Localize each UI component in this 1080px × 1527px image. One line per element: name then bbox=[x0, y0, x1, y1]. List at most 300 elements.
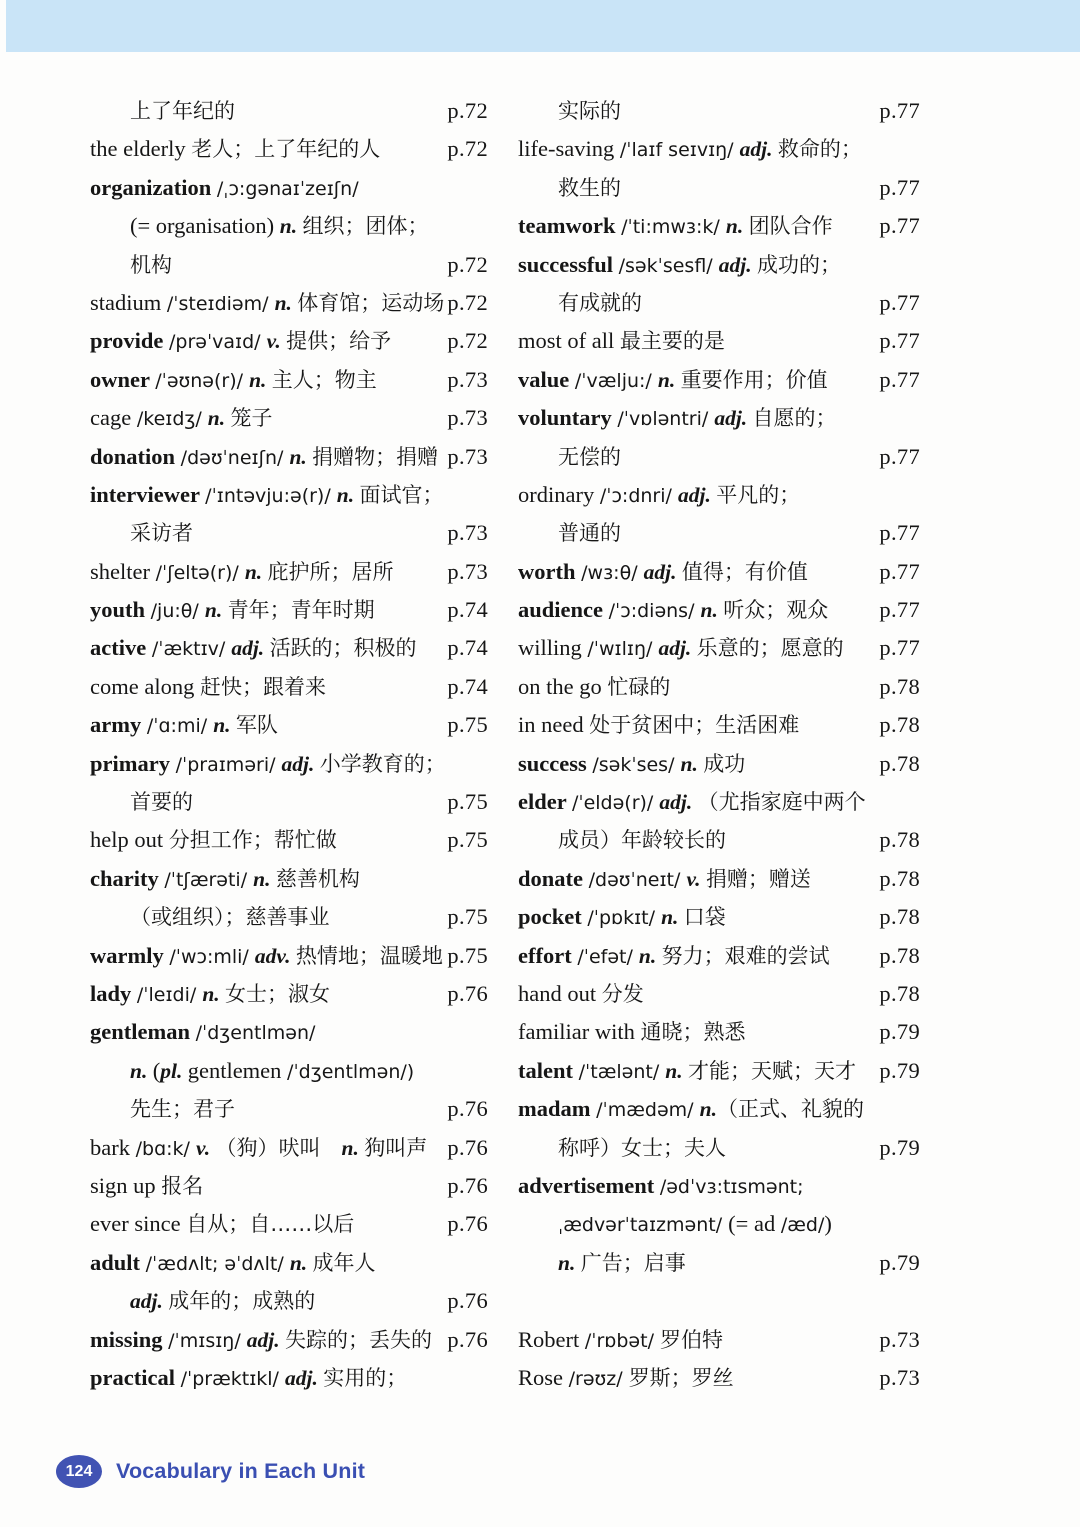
entry-text bbox=[518, 92, 621, 133]
chinese-gloss: 称呼）女士；夫人 bbox=[558, 1135, 726, 1160]
vocab-line bbox=[518, 1359, 920, 1397]
chinese-gloss: 女士；淑女 bbox=[225, 981, 331, 1006]
phonetic: /ˈdʒentlmən/ bbox=[195, 1022, 316, 1045]
entry-text bbox=[90, 553, 394, 594]
entry-text bbox=[90, 668, 326, 709]
phonetic: /səkˈses/ bbox=[592, 753, 681, 776]
headword: pocket bbox=[518, 904, 588, 930]
entry-text bbox=[518, 1321, 723, 1362]
phonetic: /ˈʃeltə(r)/ bbox=[155, 561, 245, 584]
vocab-line bbox=[90, 1282, 488, 1320]
entry-text bbox=[90, 898, 330, 939]
vocab-line bbox=[90, 361, 488, 399]
page-ref: p.73 bbox=[447, 366, 488, 392]
page-ref: p.75 bbox=[447, 712, 488, 738]
chinese-gloss: 老人；上了年纪的人 bbox=[191, 137, 381, 162]
part-of-speech: n. bbox=[130, 1058, 153, 1083]
page-ref: p.77 bbox=[879, 328, 920, 354]
entry-text bbox=[518, 207, 833, 248]
word-text: Rose bbox=[518, 1364, 569, 1390]
phonetic: /ˈædʌlt; əˈdʌlt/ bbox=[145, 1252, 290, 1275]
vocab-line bbox=[90, 1359, 488, 1397]
headword: worth bbox=[518, 558, 582, 584]
page-ref: p.73 bbox=[879, 1364, 920, 1390]
part-of-speech: n. bbox=[665, 1058, 688, 1083]
vocab-line bbox=[90, 514, 488, 552]
chinese-gloss: 乐意的；愿意的 bbox=[696, 636, 844, 661]
headword: active bbox=[90, 635, 152, 661]
part-of-speech: n. bbox=[657, 367, 681, 392]
vocab-line bbox=[90, 629, 488, 667]
entry-text bbox=[518, 783, 866, 824]
entry-text bbox=[90, 361, 377, 402]
vocab-line bbox=[518, 937, 920, 975]
word-text: willing bbox=[518, 635, 588, 661]
phonetic: /ˌɔ:gənaɪˈzeɪʃn/ bbox=[216, 177, 359, 200]
entry-text bbox=[90, 1129, 427, 1170]
headword: primary bbox=[90, 750, 176, 776]
chinese-gloss: 听众；观众 bbox=[723, 598, 829, 623]
vocab-line bbox=[518, 1205, 920, 1243]
vocab-line bbox=[518, 1244, 920, 1282]
page-ref: p.79 bbox=[879, 1057, 920, 1083]
part-of-speech: v. bbox=[195, 1135, 216, 1160]
page-ref: p.72 bbox=[447, 251, 488, 277]
phonetic: /ˈti:mwɜ:k/ bbox=[621, 216, 726, 239]
entry-text bbox=[518, 438, 621, 479]
entry-text bbox=[90, 1244, 376, 1285]
entry-text bbox=[90, 1013, 315, 1054]
vocab-line bbox=[90, 322, 488, 360]
chinese-gloss: 慈善机构 bbox=[275, 866, 360, 891]
part-of-speech: n. bbox=[207, 406, 231, 431]
vocab-line bbox=[90, 668, 488, 706]
phonetic: /dəʊˈneɪt/ bbox=[588, 868, 687, 891]
chinese-gloss: 成员）年龄较长的 bbox=[558, 828, 726, 853]
vocab-line bbox=[518, 629, 920, 667]
chinese-gloss: 成年的；成熟的 bbox=[168, 1289, 316, 1314]
footer bbox=[56, 1455, 365, 1488]
page-ref: p.78 bbox=[879, 750, 920, 776]
headword: success bbox=[518, 750, 593, 776]
chinese-gloss: 罗斯；罗丝 bbox=[628, 1365, 734, 1390]
page-number-badge bbox=[56, 1455, 102, 1488]
chinese-gloss: 成功 bbox=[703, 751, 746, 776]
entry-text bbox=[90, 821, 337, 862]
vocab-line bbox=[518, 1167, 920, 1205]
entry-text bbox=[518, 898, 726, 939]
page-ref: p.77 bbox=[879, 213, 920, 239]
entry-text bbox=[518, 668, 670, 709]
phonetic: /ˈvɒləntri/ bbox=[617, 408, 715, 431]
phonetic: /bɑ:k/ bbox=[135, 1137, 196, 1160]
part-of-speech: adj. bbox=[281, 751, 320, 776]
vocab-line bbox=[518, 322, 920, 360]
phonetic: /ˈdʒentlmən/) bbox=[287, 1060, 415, 1083]
chinese-gloss: 捐赠；赠送 bbox=[705, 866, 811, 891]
phonetic: /ˈeldə(r)/ bbox=[571, 792, 660, 815]
headword: donate bbox=[518, 865, 589, 891]
vocab-line bbox=[90, 860, 488, 898]
entry-text bbox=[518, 706, 799, 747]
headword: charity bbox=[90, 865, 165, 891]
headword: provide bbox=[90, 328, 169, 354]
entry-text bbox=[518, 476, 800, 517]
part-of-speech: n. bbox=[289, 444, 313, 469]
part-of-speech: v. bbox=[686, 866, 706, 891]
vocab-line bbox=[90, 169, 488, 207]
section-title: Vocabulary in Each Unit bbox=[116, 1459, 366, 1483]
chinese-gloss: 团队合作 bbox=[748, 214, 833, 239]
entry-text bbox=[518, 1244, 686, 1285]
page-ref: p.76 bbox=[447, 1096, 488, 1122]
page-ref: p.76 bbox=[447, 1326, 488, 1352]
vocab-line bbox=[90, 591, 488, 629]
chinese-gloss: 提供；给予 bbox=[286, 329, 392, 354]
chinese-gloss: 组织；团体； bbox=[302, 214, 429, 239]
chinese-gloss: 采访者 bbox=[130, 521, 193, 546]
vocab-line bbox=[518, 1321, 920, 1359]
entry-text bbox=[90, 1205, 354, 1246]
vocab-line bbox=[518, 1090, 920, 1128]
headword: practical bbox=[90, 1364, 181, 1390]
entry-text bbox=[90, 1321, 432, 1362]
entry-text bbox=[90, 207, 428, 248]
part-of-speech: n. bbox=[341, 1135, 365, 1160]
page-ref: p.73 bbox=[879, 1326, 920, 1352]
phonetic: /ju:θ/ bbox=[150, 600, 205, 623]
headword: owner bbox=[90, 366, 156, 392]
part-of-speech: n. bbox=[213, 713, 236, 738]
chinese-gloss: 捐赠物；捐赠 bbox=[312, 444, 439, 469]
entry-text bbox=[518, 591, 828, 632]
vocab-line bbox=[518, 668, 920, 706]
word-text: help out bbox=[90, 827, 169, 853]
headword: value bbox=[518, 366, 575, 392]
word-text: shelter bbox=[90, 558, 156, 584]
phonetic: /ədˈvɜ:tɪsmənt; bbox=[659, 1175, 804, 1198]
entry-text bbox=[90, 322, 391, 363]
page-ref: p.78 bbox=[879, 712, 920, 738]
phonetic: /ˈæktɪv/ bbox=[151, 638, 232, 661]
page-ref: p.73 bbox=[447, 405, 488, 431]
chinese-gloss: 青年；青年时期 bbox=[227, 598, 375, 623]
word-text: stadium bbox=[90, 289, 167, 315]
phonetic: /ˈrɒbət/ bbox=[584, 1329, 661, 1352]
part-of-speech: n. bbox=[680, 751, 704, 776]
page-ref: p.74 bbox=[447, 597, 488, 623]
phonetic: /ˈefət/ bbox=[577, 945, 639, 968]
phonetic: /ˈɔ:dnri/ bbox=[599, 484, 678, 507]
word-text: Robert bbox=[518, 1326, 585, 1352]
chinese-gloss: 自愿的； bbox=[752, 406, 837, 431]
chinese-gloss: 先生；君子 bbox=[130, 1097, 235, 1122]
vocab-line bbox=[518, 553, 920, 591]
entry-text bbox=[90, 284, 444, 325]
page-ref: p.76 bbox=[447, 1288, 488, 1314]
chinese-gloss: 狗叫声 bbox=[364, 1135, 428, 1160]
chinese-gloss: 笼子 bbox=[230, 406, 273, 431]
page-ref: p.74 bbox=[447, 673, 488, 699]
phonetic: /ˈvælju:/ bbox=[574, 369, 658, 392]
vocab-line bbox=[90, 1052, 488, 1090]
vocab-column-right bbox=[518, 92, 920, 1397]
vocab-line bbox=[518, 246, 920, 284]
page-ref: p.76 bbox=[447, 1134, 488, 1160]
vocab-line bbox=[90, 130, 488, 168]
part-of-speech: n. bbox=[699, 1097, 717, 1122]
entry-text bbox=[90, 1167, 203, 1208]
word-text: most of all bbox=[518, 328, 620, 354]
vocab-line bbox=[90, 476, 488, 514]
chinese-gloss: 处于贫困中；生活困难 bbox=[589, 713, 800, 738]
chinese-gloss: 体育馆；运动场 bbox=[297, 290, 445, 315]
page-ref: p.78 bbox=[879, 827, 920, 853]
part-of-speech: n. bbox=[700, 598, 724, 623]
part-of-speech: n. bbox=[638, 943, 662, 968]
word-text: in need bbox=[518, 712, 590, 738]
phonetic: /ˈpraɪməri/ bbox=[175, 753, 282, 776]
part-of-speech: adj. bbox=[658, 636, 697, 661]
part-of-speech: n. bbox=[244, 559, 268, 584]
phonetic: /ˈleɪdi/ bbox=[136, 983, 203, 1006]
chinese-gloss: 热情地；温暖地 bbox=[295, 943, 443, 968]
vocab-line bbox=[518, 591, 920, 629]
vocab-line bbox=[90, 92, 488, 130]
part-of-speech: pl. bbox=[160, 1058, 188, 1083]
headword: advertisement bbox=[518, 1172, 660, 1198]
entry-text bbox=[90, 1090, 235, 1131]
part-of-speech: adj. bbox=[231, 636, 270, 661]
page-ref: p.79 bbox=[879, 1134, 920, 1160]
page-ref: p.75 bbox=[447, 942, 488, 968]
entry-text bbox=[90, 169, 359, 210]
entry-text bbox=[518, 1013, 745, 1054]
page-ref: p.75 bbox=[447, 789, 488, 815]
vocab-column-left bbox=[90, 92, 488, 1397]
vocab-line bbox=[518, 284, 920, 322]
vocab-line bbox=[90, 745, 488, 783]
vocab-line bbox=[518, 898, 920, 936]
chinese-gloss: 面试官； bbox=[359, 482, 444, 507]
page-ref: p.77 bbox=[879, 635, 920, 661]
chinese-gloss: 实际的 bbox=[558, 99, 621, 123]
part-of-speech: adv. bbox=[254, 943, 296, 968]
vocab-line bbox=[90, 1013, 488, 1051]
page-ref: p.78 bbox=[879, 865, 920, 891]
page-ref: p.73 bbox=[447, 520, 488, 546]
part-of-speech: n. bbox=[202, 981, 226, 1006]
entry-text bbox=[518, 246, 841, 287]
vocab-line bbox=[518, 975, 920, 1013]
headword: army bbox=[90, 712, 147, 738]
vocab-line bbox=[90, 1129, 488, 1167]
entry-text bbox=[518, 975, 644, 1016]
headword: teamwork bbox=[518, 213, 622, 239]
headword: missing bbox=[90, 1326, 169, 1352]
entry-text bbox=[90, 438, 438, 479]
blank-line bbox=[518, 1282, 920, 1320]
chinese-gloss: 重要作用；价值 bbox=[680, 367, 828, 392]
entry-text bbox=[518, 514, 621, 555]
part-of-speech: adj. bbox=[677, 482, 717, 507]
part-of-speech: adj. bbox=[130, 1289, 169, 1314]
entry-text bbox=[90, 975, 330, 1016]
part-of-speech: n. bbox=[336, 482, 360, 507]
entry-text bbox=[90, 399, 273, 440]
vocab-line bbox=[518, 706, 920, 744]
headword: gentleman bbox=[90, 1019, 196, 1045]
phonetic: /ˈtʃærəti/ bbox=[164, 868, 254, 891]
word-text: come along bbox=[90, 673, 200, 699]
entry-text bbox=[518, 322, 725, 363]
chinese-gloss: 失踪的；丢失的 bbox=[285, 1327, 433, 1352]
entry-text bbox=[90, 706, 278, 747]
page-ref: p.72 bbox=[447, 289, 488, 315]
vocab-line bbox=[90, 706, 488, 744]
chinese-gloss: 成年人 bbox=[312, 1250, 376, 1275]
phonetic: /ˈmædəm/ bbox=[596, 1099, 700, 1122]
entry-text bbox=[90, 514, 193, 555]
chinese-gloss: 活跃的；积极的 bbox=[269, 636, 417, 661]
page-ref: p.72 bbox=[447, 136, 488, 162]
vocab-line bbox=[518, 361, 920, 399]
headword: adult bbox=[90, 1249, 146, 1275]
vocab-line bbox=[518, 399, 920, 437]
phonetic: /ˈmɪsɪŋ/ bbox=[168, 1329, 247, 1352]
vocab-line bbox=[90, 1205, 488, 1243]
chinese-gloss: 赶快；跟着来 bbox=[199, 674, 326, 699]
vocab-line bbox=[518, 783, 920, 821]
page-ref: p.77 bbox=[879, 174, 920, 200]
page-ref: p.77 bbox=[879, 98, 920, 123]
entry-text bbox=[90, 591, 375, 632]
part-of-speech: n. bbox=[249, 367, 272, 392]
phonetic: ˌædvərˈtaɪzmənt/ bbox=[558, 1214, 729, 1237]
vocab-line bbox=[518, 169, 920, 207]
entry-text bbox=[518, 860, 811, 901]
vocab-line bbox=[90, 284, 488, 322]
chinese-gloss: 庇护所；居所 bbox=[267, 559, 394, 584]
chinese-gloss: 无偿的 bbox=[558, 444, 621, 469]
part-of-speech: n. bbox=[274, 290, 298, 315]
vocab-line bbox=[90, 399, 488, 437]
vocab-line bbox=[518, 860, 920, 898]
vocab-line bbox=[518, 745, 920, 783]
phonetic: /ˈlaɪf seɪvɪŋ/ bbox=[619, 139, 740, 162]
headword: youth bbox=[90, 597, 151, 623]
word-text: ever since bbox=[90, 1211, 187, 1237]
part-of-speech: adj. bbox=[739, 137, 778, 162]
page-ref: p.76 bbox=[447, 1172, 488, 1198]
vocab-line bbox=[518, 1013, 920, 1051]
page-ref: p.77 bbox=[879, 520, 920, 546]
phonetic: /prəˈvaɪd/ bbox=[168, 331, 267, 354]
phonetic: /ˈɔ:diəns/ bbox=[608, 600, 701, 623]
word-text: cage bbox=[90, 405, 137, 431]
vocab-line bbox=[518, 1052, 920, 1090]
phonetic: /rəʊz/ bbox=[568, 1367, 629, 1390]
chinese-gloss: 机构 bbox=[130, 252, 172, 277]
part-of-speech: n. bbox=[279, 214, 303, 239]
entry-text bbox=[518, 1129, 726, 1170]
page-ref: p.78 bbox=[879, 942, 920, 968]
vocab-line bbox=[518, 514, 920, 552]
page-ref: p.72 bbox=[447, 328, 488, 354]
part-of-speech: adj. bbox=[659, 790, 698, 815]
phonetic: /ˈwɔ:mli/ bbox=[169, 945, 255, 968]
chinese-gloss: 实用的； bbox=[323, 1365, 408, 1390]
phonetic: /ˈɪntəvju:ə(r)/ bbox=[205, 484, 337, 507]
phonetic: /ˈəʊnə(r)/ bbox=[155, 369, 250, 392]
entry-text bbox=[518, 399, 837, 440]
phonetic: /ˈwɪlɪŋ/ bbox=[587, 638, 659, 661]
entry-text bbox=[518, 937, 830, 978]
chinese-gloss: （正式、礼貌的 bbox=[716, 1097, 864, 1122]
phonetic: /wɜ:θ/ bbox=[581, 561, 644, 584]
word-text: hand out bbox=[518, 980, 602, 1006]
vocab-line bbox=[90, 438, 488, 476]
page-ref: p.78 bbox=[879, 673, 920, 699]
vocab-line bbox=[518, 1129, 920, 1167]
entry-text bbox=[518, 1090, 864, 1131]
word-text: ordinary bbox=[518, 481, 600, 507]
chinese-gloss: 最主要的是 bbox=[619, 329, 725, 354]
chinese-gloss: （尤指家庭中两个 bbox=[697, 790, 866, 815]
page-ref: p.79 bbox=[879, 1249, 920, 1275]
chinese-gloss: 平凡的； bbox=[716, 482, 801, 507]
page-ref: p.77 bbox=[879, 366, 920, 392]
chinese-gloss: 首要的 bbox=[130, 790, 193, 815]
chinese-gloss: 成功的； bbox=[756, 252, 841, 277]
part-of-speech: adj. bbox=[246, 1327, 286, 1352]
vocab-line bbox=[518, 130, 920, 168]
word-text: (= organisation) bbox=[130, 213, 280, 239]
word-text: ) bbox=[824, 1211, 832, 1237]
vocab-line bbox=[518, 92, 920, 130]
vocab-line bbox=[90, 553, 488, 591]
word-text: on the go bbox=[518, 673, 608, 699]
entry-text bbox=[90, 629, 417, 670]
phonetic: /ˈpræktɪkl/ bbox=[180, 1367, 285, 1390]
vocab-line bbox=[90, 207, 488, 245]
page-ref: p.73 bbox=[447, 443, 488, 469]
word-text: ( bbox=[152, 1057, 161, 1083]
word-text: familiar with bbox=[518, 1019, 641, 1045]
part-of-speech: n. bbox=[253, 866, 276, 891]
chinese-gloss: 罗伯特 bbox=[660, 1327, 724, 1352]
chinese-gloss: 救命的； bbox=[777, 137, 862, 162]
entry-text bbox=[90, 937, 443, 978]
phonetic: /æd/ bbox=[780, 1214, 825, 1237]
entry-text bbox=[518, 821, 726, 862]
vocab-line bbox=[518, 476, 920, 514]
headword: lady bbox=[90, 980, 137, 1006]
part-of-speech: n. bbox=[558, 1250, 581, 1275]
page-ref: p.76 bbox=[447, 1211, 488, 1237]
page-number: 124 bbox=[65, 1462, 93, 1480]
page-ref: p.74 bbox=[447, 635, 488, 661]
entry-text bbox=[90, 1282, 315, 1323]
entry-text bbox=[90, 130, 380, 171]
chinese-gloss: 分担工作；帮忙做 bbox=[168, 828, 337, 853]
chinese-gloss: 主人；物主 bbox=[271, 367, 377, 392]
chinese-gloss: 军队 bbox=[235, 713, 278, 738]
word-text: (= ad bbox=[728, 1211, 781, 1237]
entry-text bbox=[518, 745, 745, 786]
part-of-speech: n. bbox=[289, 1250, 313, 1275]
headword: voluntary bbox=[518, 405, 618, 431]
